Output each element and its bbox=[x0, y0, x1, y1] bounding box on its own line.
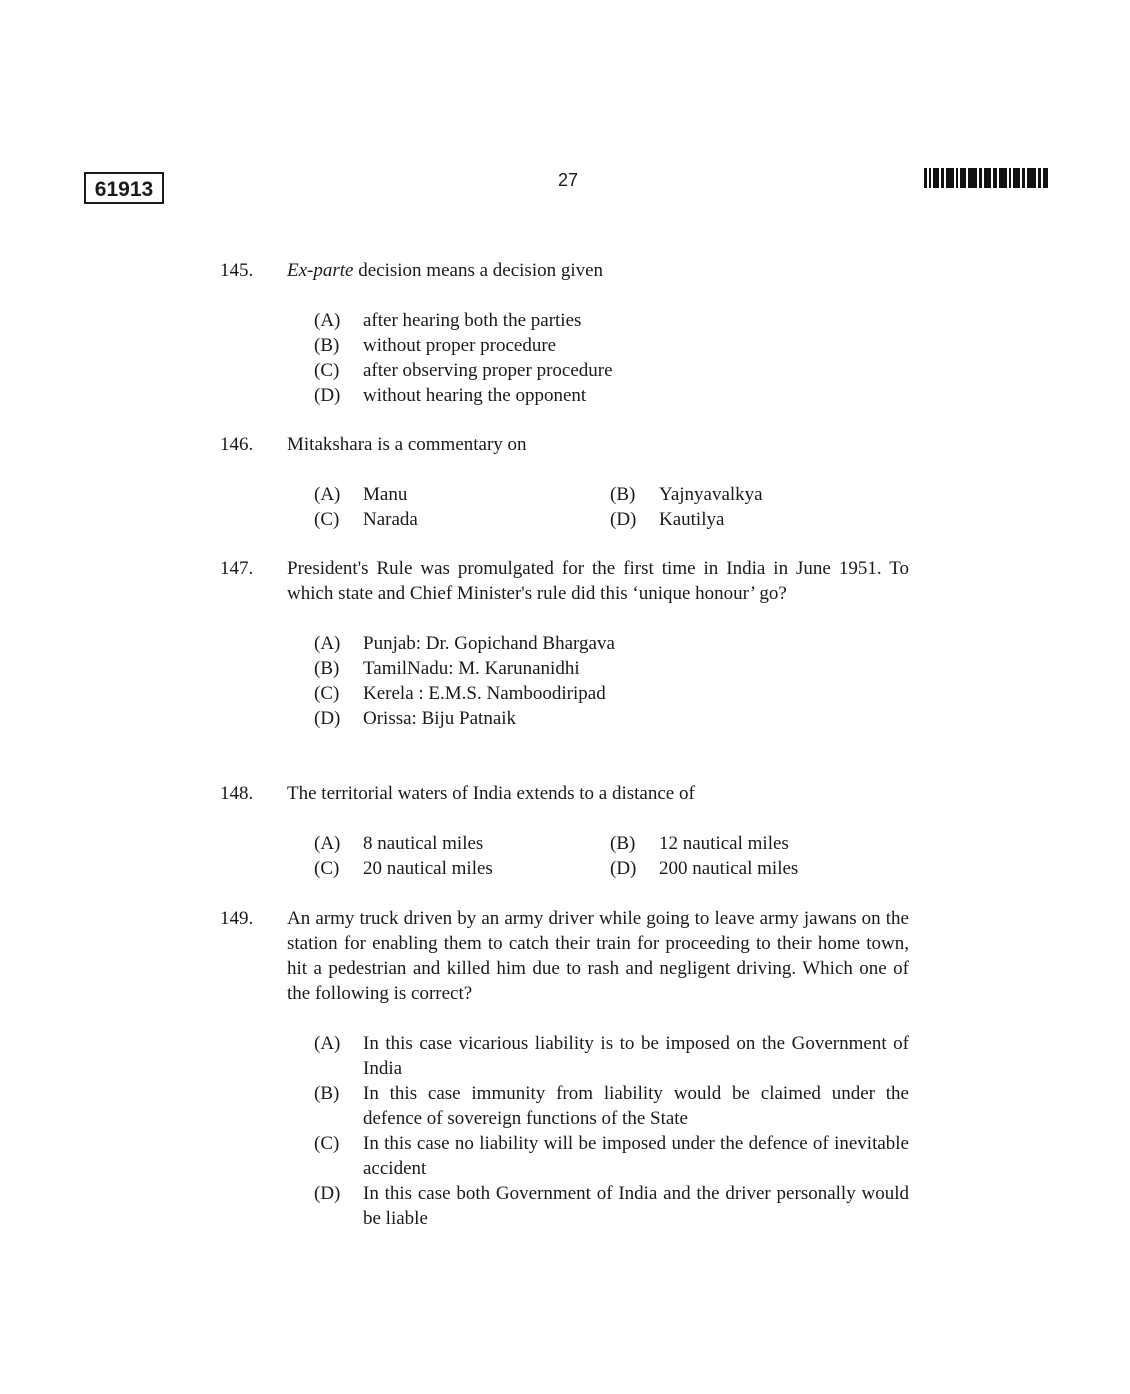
option-text: without hearing the opponent bbox=[363, 385, 587, 406]
options-list bbox=[314, 1031, 909, 1231]
option-d bbox=[314, 706, 909, 731]
option-letter: (D) bbox=[314, 385, 341, 406]
option-text: 12 nautical miles bbox=[659, 833, 789, 854]
option-a bbox=[314, 1031, 909, 1081]
option-letter: (C) bbox=[314, 858, 340, 879]
question-146 bbox=[220, 432, 920, 532]
option-text: Kautilya bbox=[659, 509, 725, 530]
option-text: 8 nautical miles bbox=[363, 833, 484, 854]
option-c bbox=[314, 507, 610, 532]
option-b bbox=[610, 831, 910, 856]
option-b bbox=[314, 656, 909, 681]
question-number: 147. bbox=[220, 558, 254, 579]
question-number: 149. bbox=[220, 908, 254, 929]
option-letter: (B) bbox=[314, 1083, 340, 1104]
barcode-graphic bbox=[924, 168, 1048, 188]
option-c bbox=[314, 856, 610, 881]
option-d bbox=[314, 1181, 909, 1231]
question-number: 148. bbox=[220, 783, 254, 804]
question-text: The territorial waters of India extends to a distance of bbox=[287, 783, 695, 804]
question-number: 146. bbox=[220, 434, 254, 455]
option-text: after hearing both the parties bbox=[363, 310, 582, 331]
option-d bbox=[314, 383, 909, 408]
option-text: In this case immunity from liability would be claimed under the defence of sovereign functions of the State bbox=[363, 1083, 909, 1129]
option-letter: (D) bbox=[314, 1183, 341, 1204]
option-text: In this case no liability will be imposed under the defence of inevitable accident bbox=[363, 1133, 909, 1179]
option-letter: (B) bbox=[610, 833, 636, 854]
option-c bbox=[314, 358, 909, 383]
option-letter: (D) bbox=[314, 708, 341, 729]
option-text: Orissa: Biju Patnaik bbox=[363, 708, 517, 729]
options-grid bbox=[314, 482, 920, 532]
question-text: President's Rule was promulgated for the first time in India in June 1951. To which state and Chief Minister's rule did this ‘unique honour’ go? bbox=[287, 558, 909, 604]
option-letter: (D) bbox=[610, 858, 637, 879]
option-letter: (D) bbox=[610, 509, 637, 530]
option-a bbox=[314, 482, 610, 507]
question-number: 145. bbox=[220, 260, 254, 281]
option-c bbox=[314, 681, 909, 706]
option-letter: (A) bbox=[314, 310, 341, 331]
option-a bbox=[314, 631, 909, 656]
option-d bbox=[610, 856, 910, 881]
option-text: Narada bbox=[363, 509, 418, 530]
question-text: An army truck driven by an army driver while going to leave army jawans on the station for enabling them to catch their train for proceeding to their home town, hit a pedestrian and killed him due to rash and negligent driving. Which one of the following is correct? bbox=[287, 908, 909, 1004]
question-145 bbox=[220, 258, 920, 408]
option-letter: (C) bbox=[314, 1133, 340, 1154]
option-text: In this case both Government of India and the driver personally would be liable bbox=[363, 1183, 909, 1229]
option-text: without proper procedure bbox=[363, 335, 557, 356]
option-letter: (A) bbox=[314, 484, 341, 505]
question-text-italic: Ex-parte bbox=[287, 260, 354, 281]
option-text: TamilNadu: M. Karunanidhi bbox=[363, 658, 580, 679]
option-letter: (B) bbox=[314, 335, 340, 356]
option-letter: (A) bbox=[314, 1033, 341, 1054]
option-text: 200 nautical miles bbox=[659, 858, 799, 879]
option-letter: (C) bbox=[314, 509, 340, 530]
question-text-rest: decision means a decision given bbox=[353, 260, 604, 281]
option-letter: (A) bbox=[314, 633, 341, 654]
option-text: Punjab: Dr. Gopichand Bhargava bbox=[363, 633, 615, 654]
option-d bbox=[610, 507, 910, 532]
options-list bbox=[314, 631, 909, 731]
option-text: after observing proper procedure bbox=[363, 360, 613, 381]
question-text: Mitakshara is a commentary on bbox=[287, 434, 527, 455]
option-letter: (A) bbox=[314, 833, 341, 854]
question-text bbox=[287, 258, 909, 283]
option-a bbox=[314, 308, 909, 333]
option-letter: (B) bbox=[314, 658, 340, 679]
paper-code-box bbox=[84, 172, 164, 204]
option-a bbox=[314, 831, 610, 856]
option-text: Manu bbox=[363, 484, 408, 505]
options-grid bbox=[314, 831, 920, 881]
option-text: 20 nautical miles bbox=[363, 858, 493, 879]
paper-code: 61913 bbox=[94, 178, 154, 201]
option-text: Kerela : E.M.S. Namboodiripad bbox=[363, 683, 606, 704]
option-b bbox=[314, 1081, 909, 1131]
page-number: 27 bbox=[557, 170, 579, 190]
option-b bbox=[610, 482, 910, 507]
question-147 bbox=[220, 556, 920, 731]
option-b bbox=[314, 333, 909, 358]
option-letter: (C) bbox=[314, 360, 340, 381]
option-text: In this case vicarious liability is to be imposed on the Government of India bbox=[363, 1033, 909, 1079]
option-c bbox=[314, 1131, 909, 1181]
option-letter: (B) bbox=[610, 484, 636, 505]
question-148 bbox=[220, 781, 920, 881]
question-149 bbox=[220, 906, 920, 1231]
option-text: Yajnyavalkya bbox=[659, 484, 763, 505]
option-letter: (C) bbox=[314, 683, 340, 704]
options-list bbox=[314, 308, 909, 408]
